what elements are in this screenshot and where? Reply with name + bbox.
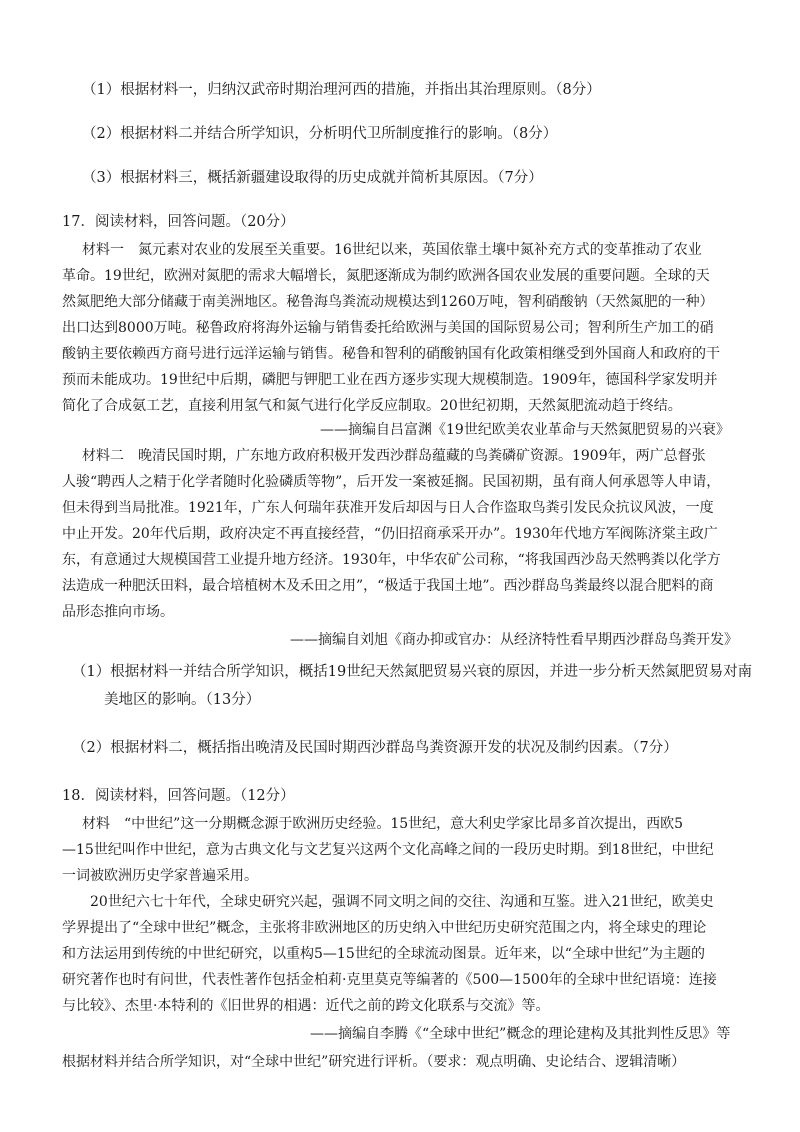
q17-m2-line: 东，有意通过大规模国营工业提升地方经济。1930年，中华农矿公司称，“将我国西沙岛天然鸭粪以化学方 bbox=[62, 552, 721, 568]
q16-sub1: （1）根据材料一，归纳汉武帝时期治理河西的措施，并指出其治理原则。（8分） bbox=[82, 82, 601, 98]
q17-m2-line: 法造成一种肥沃田料，最合培植树木及禾田之用”，“极适于我国土地”。西沙群岛鸟粪最终以混合肥料的商 bbox=[62, 578, 714, 594]
q17-sub2: （2）根据材料二，概括指出晚清及民国时期西沙群岛鸟粪资源开发的状况及制约因素。（7分） bbox=[72, 740, 678, 756]
q17-sub1-line2: 美地区的影响。（13分） bbox=[104, 692, 261, 708]
q17-m1-source: ——摘编自吕富渊《19世纪欧美农业革命与天然氮肥贸易的兴衰》 bbox=[320, 422, 730, 438]
q17-m2-line: 但未得到当局批准。1921年，广东人何瑞年获准开发后却因与日人合作盗取鸟粪引发民众抗议风波，一度 bbox=[62, 500, 714, 516]
q18-task: 根据材料并结合所学知识，对“全球中世纪”研究进行评析。（要求：观点明确、史论结合、逻辑清晰） bbox=[62, 1054, 686, 1070]
q17-m2-line: 中止开发。20年代后期，政府决定不再直接经营，“仍旧招商承采开办”。1930年代地方军阀陈济棠主政广 bbox=[62, 526, 718, 542]
q18-m-line: 20世纪六七十年代，全球史研究兴起，强调不同文明之间的交往、沟通和互鉴。进入21世纪，欧美史 bbox=[62, 894, 714, 910]
q18-m-line: 和方法运用到传统的中世纪研究，以重构5—15世纪的全球流动图景。近年来，以“全球中世纪”为主题的 bbox=[62, 946, 706, 962]
q17-m2-line: 人骏“聘西人之精于化学者随时化验磷质等物”，后开发一案被延搁。民国初期，虽有商人何承恩等人申请， bbox=[62, 474, 721, 490]
q17-m1-line: 简化了合成氨工艺，直接利用氢气和氮气进行化学反应制取。20世纪初期，天然氮肥流动趋于终结。 bbox=[62, 398, 682, 414]
q17-m1-line: 预而未能成功。19世纪中后期，磷肥与钾肥工业在西方逐步实现大规模制造。1909年，德国科学家发明并 bbox=[62, 372, 718, 388]
q17-m2-line: 材料二 晚清民国时期，广东地方政府积极开发西沙群岛蕴藏的鸟粪磷矿资源。1909年，两广总督张 bbox=[82, 448, 706, 464]
q18-source: ——摘编自李腾《“全球中世纪”概念的理论建构及其批判性反思》等 bbox=[310, 1026, 731, 1042]
q17-m1-line: 材料一 氮元素对农业的发展至关重要。16世纪以来，英国依靠土壤中氮补充方式的变革推动了农业 bbox=[82, 242, 702, 258]
q17-m1-line: 革命。19世纪，欧洲对氮肥的需求大幅增长，氮肥逐渐成为制约欧洲各国农业发展的重要问题。全球的天 bbox=[62, 268, 710, 284]
q17-heading: 17．阅读材料，回答问题。（20分） bbox=[62, 214, 295, 230]
q17-m2-line: 品形态推向市场。 bbox=[62, 604, 174, 620]
q17-m1-line: 出口达到8000万吨。秘鲁政府将海外运输与销售委托给欧洲与美国的国际贸易公司；智利所生产加工的硝 bbox=[62, 320, 714, 336]
q16-sub2: （2）根据材料二并结合所学知识，分析明代卫所制度推行的影响。（8分） bbox=[82, 126, 558, 142]
q17-sub1-line1: （1）根据材料一并结合所学知识，概括19世纪天然氮肥贸易兴衰的原因，并进一步分析天然氮肥贸易对南 bbox=[72, 664, 753, 680]
q18-m-line: 材料 “中世纪”这一分期概念源于欧洲历史经验。15世纪，意大利史学家比昂多首次提出，西欧5 bbox=[82, 816, 684, 832]
q18-m-line: 研究著作也时有问世，代表性著作包括金柏莉·克里莫克等编著的《500—1500年的全球中世纪语境：连接 bbox=[62, 972, 717, 988]
q18-m-line: 与比较》、杰里·本特利的《旧世界的相遇：近代之前的跨文化联系与交流》等。 bbox=[62, 998, 550, 1014]
q18-heading: 18．阅读材料，回答问题。（12分） bbox=[62, 788, 295, 804]
q18-m-line: 一词被欧洲历史学家普遍采用。 bbox=[62, 868, 258, 884]
q18-m-line: 学界提出了“全球中世纪”概念，主张将非欧洲地区的历史纳入中世纪历史研究范围之内，将全球史的理论 bbox=[62, 920, 707, 936]
q17-m2-source: ——摘编自刘旭《商办抑或官办：从经济特性看早期西沙群岛鸟粪开发》 bbox=[290, 632, 738, 648]
q17-m1-line: 然氮肥绝大部分储藏于南美洲地区。秘鲁海鸟粪流动规模达到1260万吨，智利硝酸钠（天然氮肥的一种） bbox=[62, 294, 714, 310]
q17-m1-line: 酸钠主要依赖西方商号进行远洋运输与销售。秘鲁和智利的硝酸钠国有化政策相继受到外国商人和政府的干 bbox=[62, 346, 720, 362]
q18-m-line: —15世纪叫作中世纪，意为古典文化与文艺复兴这两个文化高峰之间的一段历史时期。到18世纪，中世纪 bbox=[62, 842, 714, 858]
q16-sub3: （3）根据材料三，概括新疆建设取得的历史成就并简析其原因。（7分） bbox=[82, 170, 543, 186]
